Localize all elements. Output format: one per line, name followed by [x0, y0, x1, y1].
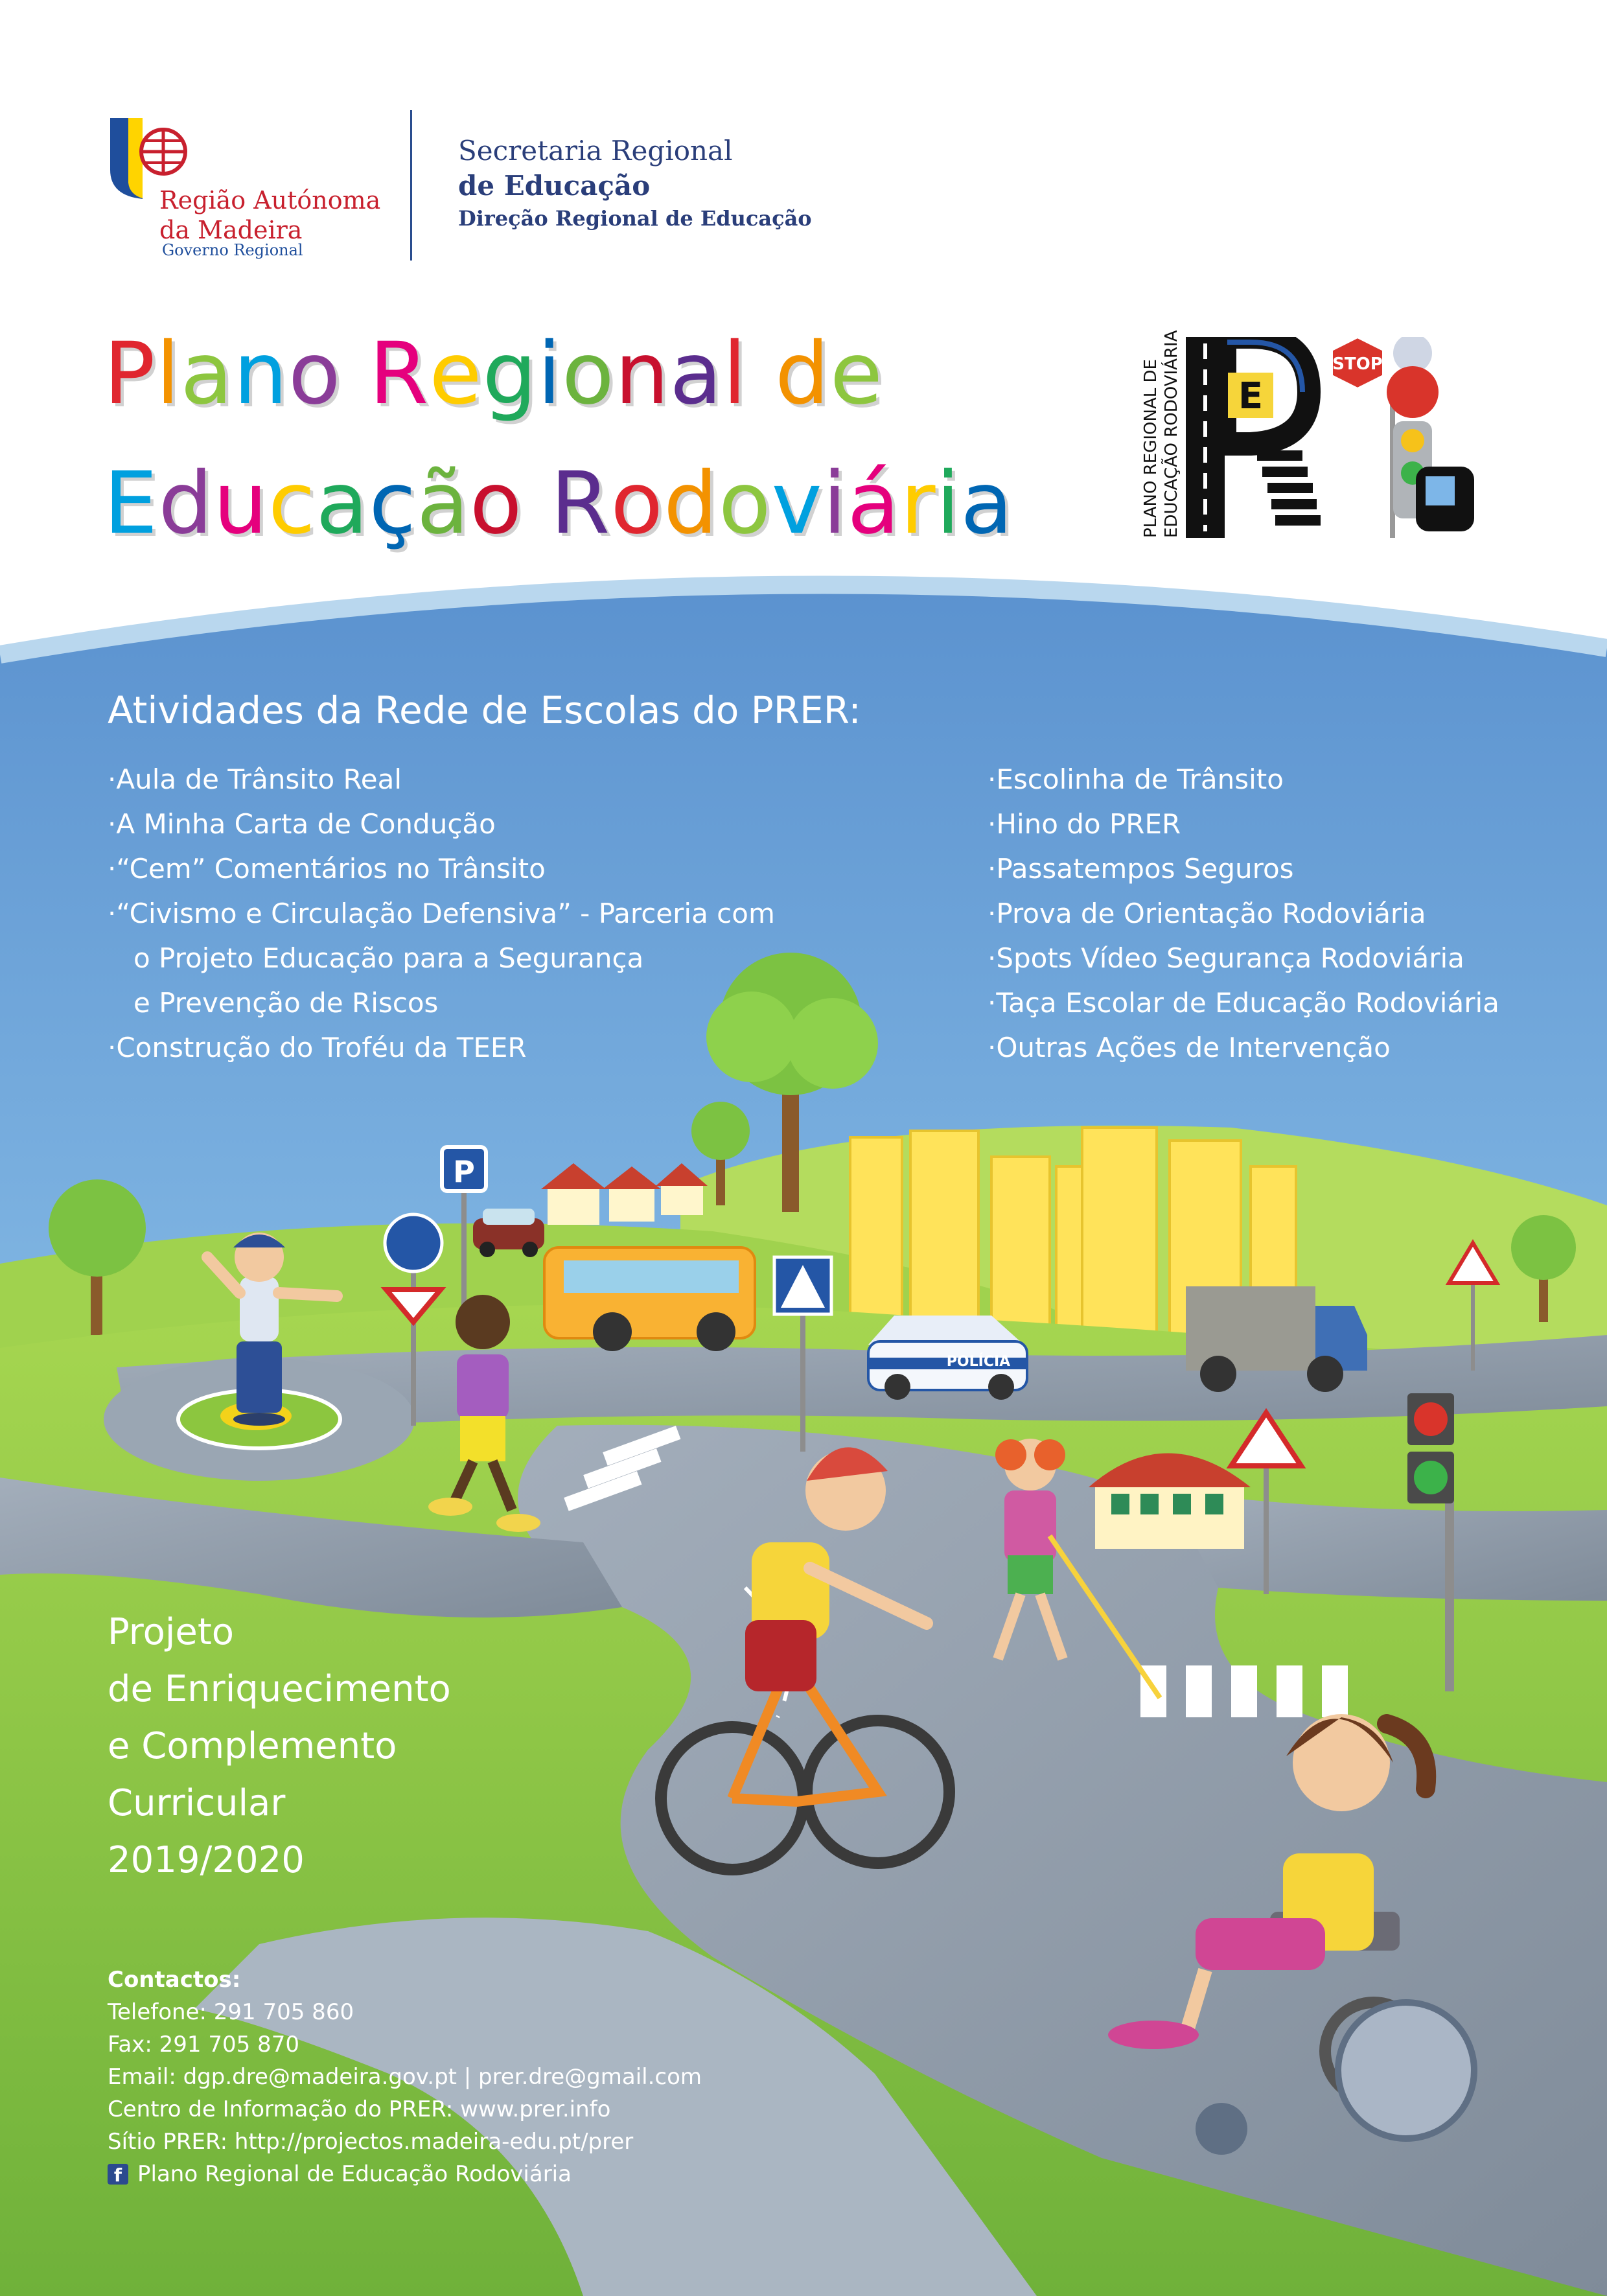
- svg-text:PLANO REGIONAL DE: PLANO REGIONAL DE: [1141, 359, 1161, 538]
- police-car-label: POLÍCIA: [946, 1354, 1011, 1370]
- project-description: [108, 1604, 451, 1889]
- project-line-3: e Complemento: [108, 1725, 397, 1767]
- region-government: Governo Regional: [162, 241, 303, 259]
- contact-email[interactable]: Email: dgp.dre@madeira.gov.pt | prer.dre@gmail.com: [108, 2064, 702, 2090]
- project-line-2: de Enriquecimento: [108, 1668, 451, 1710]
- prer-logo-graphic: [1173, 337, 1510, 551]
- title-line-2: Educação Rodoviária: [104, 454, 1014, 553]
- activity-item: · Prova de Orientação Rodoviária: [988, 891, 1499, 936]
- activity-item: · Taça Escolar de Educação Rodoviária: [988, 980, 1499, 1025]
- facebook-page-name: Plano Regional de Educação Rodoviária: [137, 2161, 572, 2187]
- svg-text:E: E: [1238, 375, 1264, 417]
- bus: [544, 1247, 755, 1351]
- activities-list-left: [108, 757, 775, 1070]
- header-divider: [410, 110, 412, 261]
- activity-item: · “Civismo e Circulação Defensiva” - Parceria com: [108, 891, 775, 936]
- activity-item: · Hino do PRER: [988, 802, 1499, 846]
- contacts-title: Contactos:: [108, 1967, 241, 1993]
- secretaria-line-2: de Educação: [458, 170, 651, 202]
- facebook-link[interactable]: [108, 2158, 702, 2190]
- contacts: [108, 1964, 702, 2190]
- project-line-1: Projeto: [108, 1611, 235, 1653]
- svg-text:P: P: [453, 1154, 475, 1189]
- stop-sign-text: STOP: [1332, 354, 1383, 374]
- activity-item: · Aula de Trânsito Real: [108, 757, 775, 802]
- activity-item: · Outras Ações de Intervenção: [988, 1025, 1499, 1070]
- contact-site[interactable]: Sítio PRER: http://projectos.madeira-edu.pt/prer: [108, 2129, 634, 2155]
- activity-item: · “Cem” Comentários no Trânsito: [108, 846, 775, 891]
- activity-item: · Passatempos Seguros: [988, 846, 1499, 891]
- contact-info-center[interactable]: Centro de Informação do PRER: www.prer.info: [108, 2096, 611, 2122]
- activity-item: · Spots Vídeo Segurança Rodoviária: [988, 936, 1499, 980]
- activity-item: · A Minha Carta de Condução: [108, 802, 775, 846]
- secretaria-line-3: Direção Regional de Educação: [458, 206, 812, 231]
- activity-item: e Prevenção de Riscos: [133, 987, 439, 1019]
- contact-fax: Fax: 291 705 870: [108, 2032, 299, 2058]
- activity-item: o Projeto Educação para a Segurança: [133, 942, 644, 974]
- project-line-4: Curricular: [108, 1782, 286, 1824]
- project-year: 2019/2020: [108, 1839, 305, 1881]
- activity-item: · Construção do Troféu da TEER: [108, 1025, 775, 1070]
- police-car: [868, 1316, 1027, 1400]
- secretaria-line-1: Secretaria Regional: [458, 135, 733, 167]
- title-line-1: Plano Regional de: [104, 324, 884, 424]
- activities-list-right: [988, 757, 1499, 1070]
- activities-heading: Atividades da Rede de Escolas do PRER:: [108, 688, 861, 732]
- contact-phone: Telefone: 291 705 860: [108, 1999, 354, 2025]
- region-name: Região Autónoma da Madeira: [159, 186, 381, 244]
- facebook-icon: f: [108, 2164, 128, 2185]
- activity-item: · Escolinha de Trânsito: [988, 757, 1499, 802]
- svg-text:EDUCAÇÃO RODOVIÁRIA: EDUCAÇÃO RODOVIÁRIA: [1162, 330, 1181, 538]
